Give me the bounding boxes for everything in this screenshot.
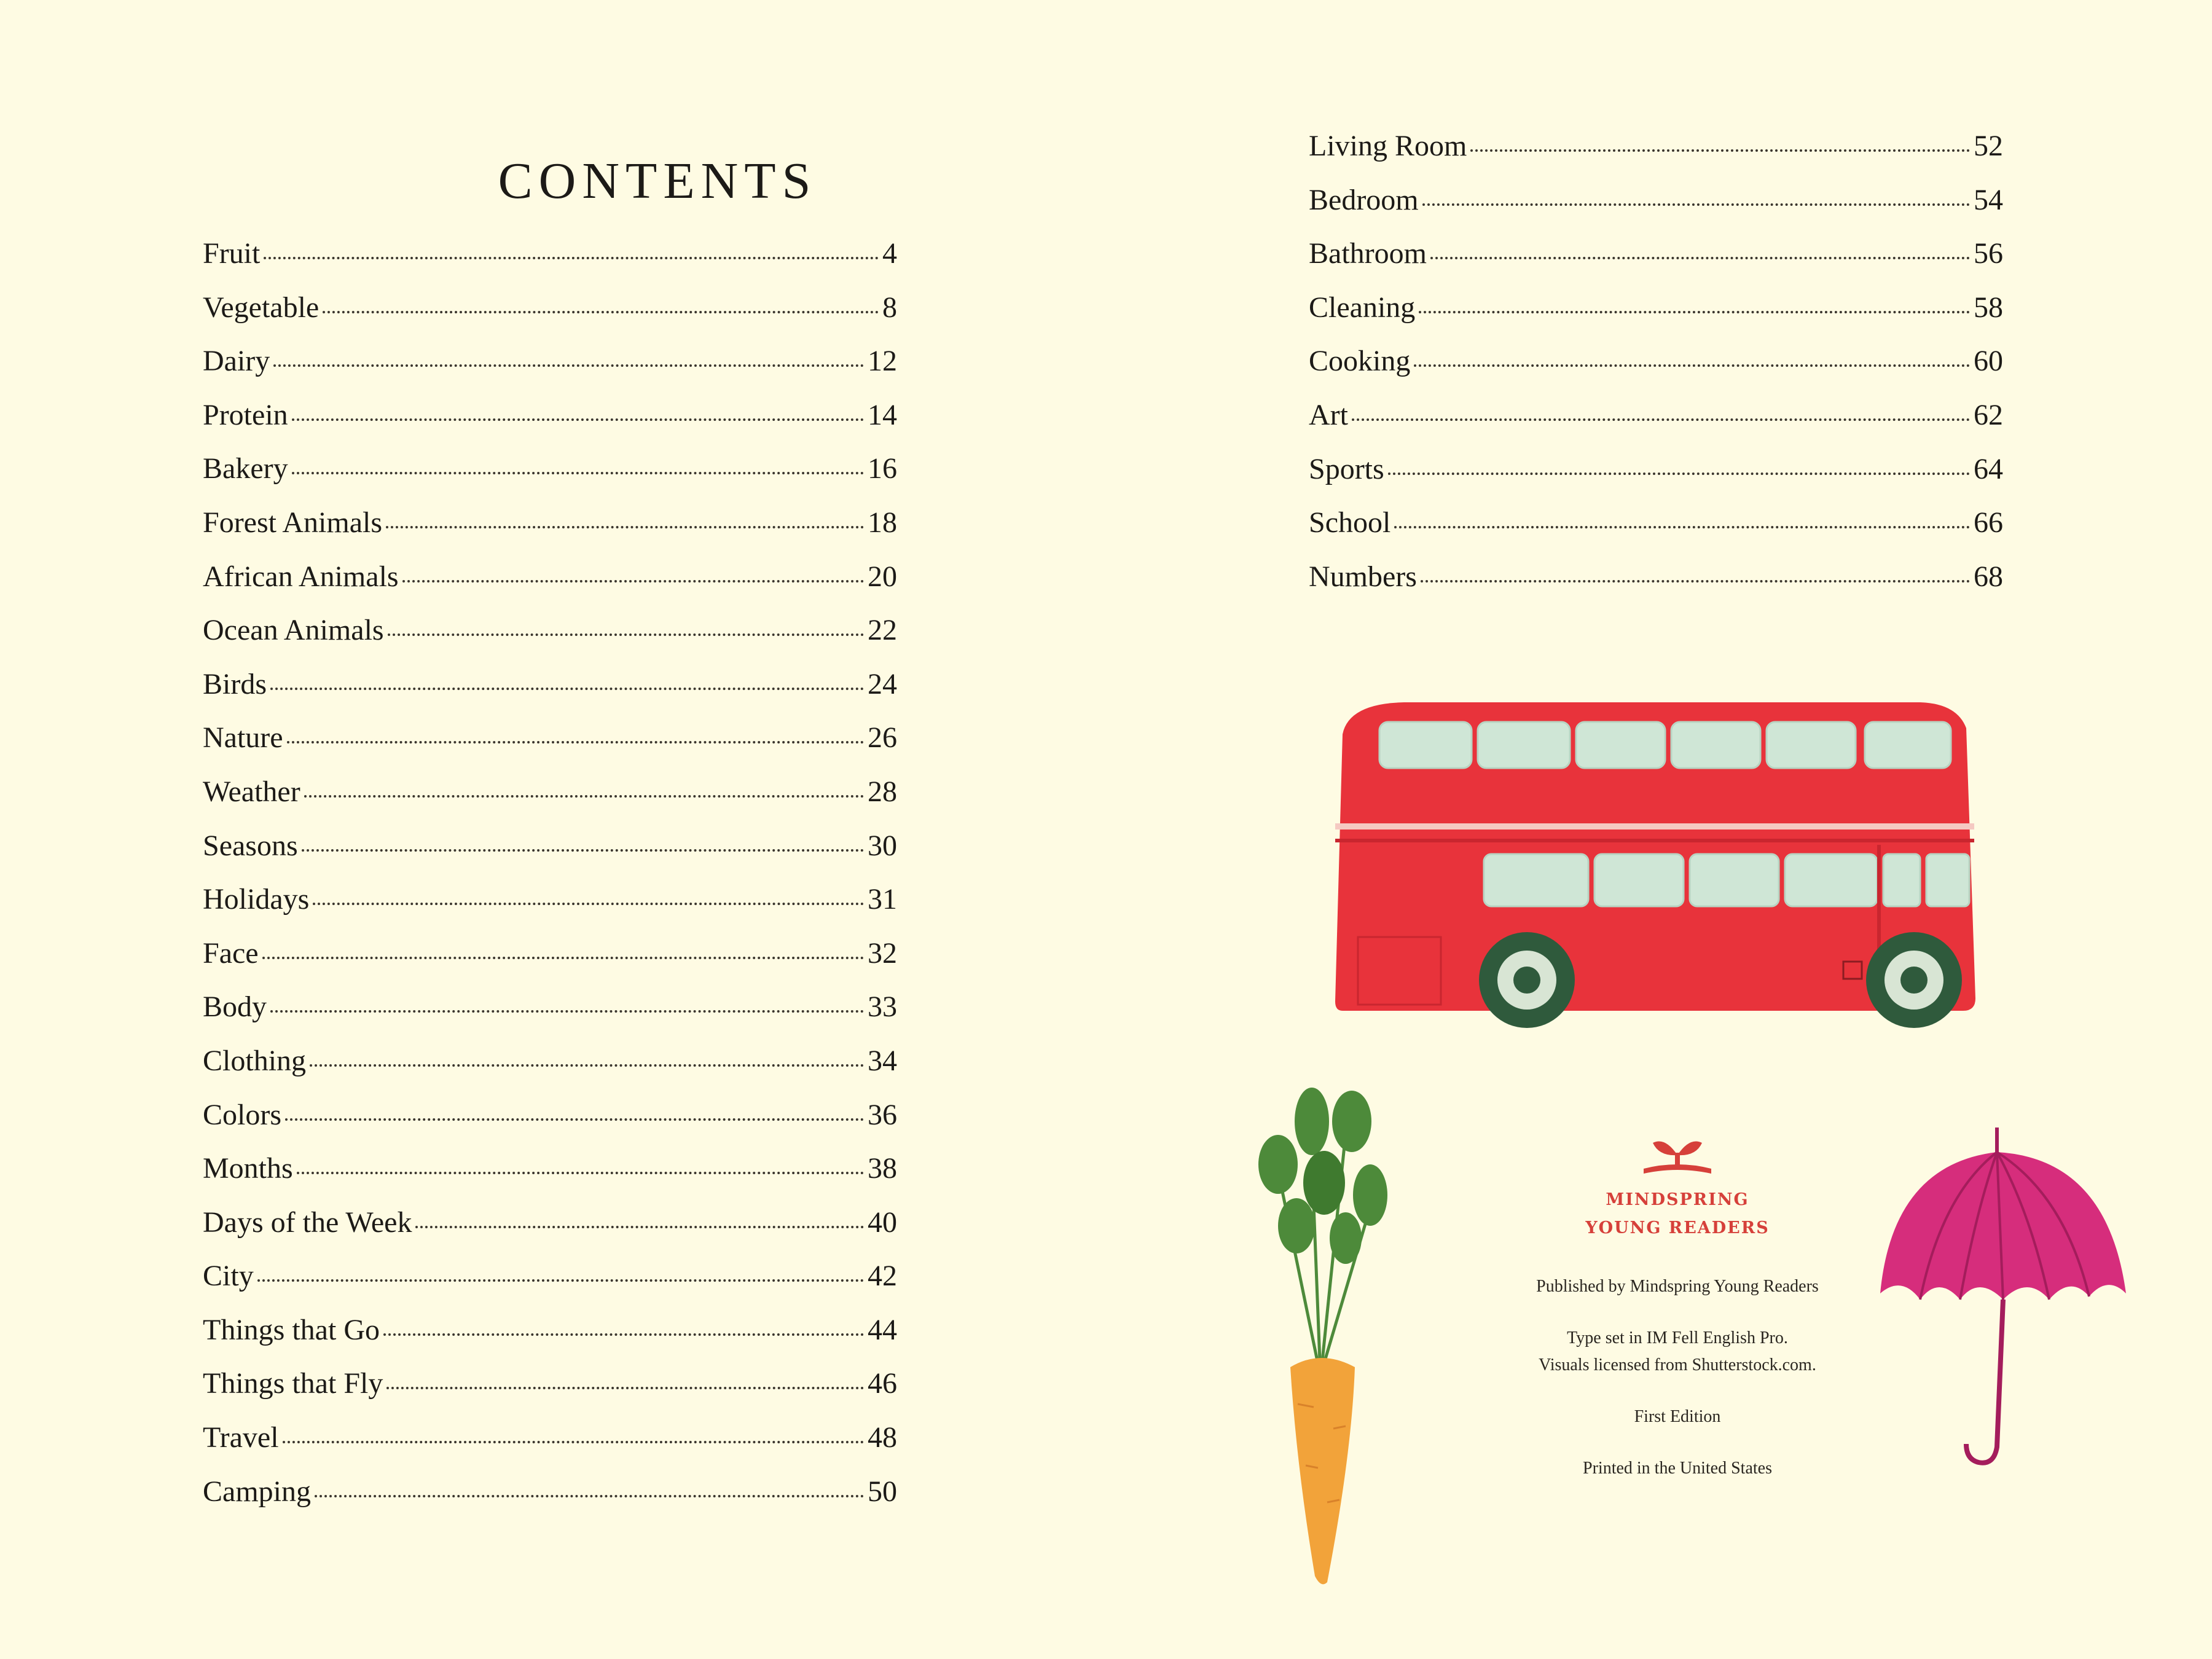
typeset-text: Type set in IM Fell English Pro. bbox=[1567, 1328, 1788, 1347]
toc-entry bbox=[1309, 398, 2003, 452]
toc-entry-label: School bbox=[1309, 506, 1391, 539]
toc-dot-leader bbox=[1352, 418, 1970, 421]
toc-entry-page-number: 68 bbox=[1974, 560, 2003, 593]
toc-entry-label: Travel bbox=[203, 1421, 279, 1454]
toc-entry bbox=[203, 398, 897, 452]
toc-entry bbox=[1309, 452, 2003, 506]
toc-dot-leader bbox=[1419, 311, 1970, 313]
toc-entry-label: Body bbox=[203, 990, 267, 1024]
toc-entry bbox=[203, 560, 897, 614]
toc-entry-page-number: 40 bbox=[868, 1206, 897, 1239]
toc-entry-page-number: 34 bbox=[868, 1044, 897, 1077]
toc-dot-leader bbox=[304, 795, 864, 798]
toc-dot-leader bbox=[388, 633, 864, 636]
toc-entry-label: Sports bbox=[1309, 452, 1384, 485]
toc-entry bbox=[203, 1044, 897, 1098]
toc-entry-label: Weather bbox=[203, 775, 300, 808]
toc-entry-page-number: 38 bbox=[868, 1152, 897, 1185]
toc-entry-label: Living Room bbox=[1309, 130, 1467, 162]
toc-dot-leader bbox=[292, 418, 864, 421]
toc-dot-leader bbox=[297, 1172, 864, 1174]
toc-entry-page-number: 8 bbox=[882, 291, 897, 324]
toc-entry-label: Holidays bbox=[203, 883, 310, 916]
toc-entry-page-number: 44 bbox=[868, 1313, 897, 1346]
toc-entry-label: Ocean Animals bbox=[203, 614, 384, 647]
toc-entry-label: Cooking bbox=[1309, 345, 1411, 378]
brand-name-line1: MINDSPRING bbox=[1606, 1190, 1749, 1209]
toc-dot-leader bbox=[313, 903, 864, 905]
toc-entry-label: Face bbox=[203, 936, 259, 970]
toc-entry-page-number: 52 bbox=[1974, 130, 2003, 162]
toc-dot-leader bbox=[402, 580, 864, 582]
toc-entry-page-number: 60 bbox=[1974, 345, 2003, 378]
toc-entry-page-number: 20 bbox=[868, 560, 897, 593]
toc-dot-leader bbox=[270, 1010, 864, 1013]
toc-entry-label: Bakery bbox=[203, 452, 288, 485]
toc-entry-label: Things that Go bbox=[203, 1313, 380, 1346]
toc-entry bbox=[203, 1098, 897, 1152]
toc-entry-label: City bbox=[203, 1260, 254, 1293]
toc-dot-leader bbox=[270, 688, 864, 690]
toc-dot-leader bbox=[386, 1387, 864, 1389]
edition-text: First Edition bbox=[1634, 1407, 1721, 1426]
toc-entry-label: Months bbox=[203, 1152, 293, 1185]
toc-entry bbox=[203, 721, 897, 775]
right-page bbox=[1106, 0, 2212, 1659]
toc-dot-leader bbox=[1414, 364, 1970, 367]
toc-dot-leader bbox=[415, 1226, 864, 1228]
toc-entry-label: Art bbox=[1309, 398, 1348, 431]
toc-entry bbox=[1309, 183, 2003, 237]
toc-entry bbox=[1309, 560, 2003, 614]
toc-entry-page-number: 24 bbox=[868, 667, 897, 700]
toc-entry bbox=[203, 667, 897, 721]
toc-entry-label: African Animals bbox=[203, 560, 399, 593]
toc-entry-label: Protein bbox=[203, 398, 288, 431]
toc-dot-leader bbox=[287, 741, 864, 743]
toc-entry bbox=[203, 1259, 897, 1313]
toc-entry-page-number: 12 bbox=[868, 345, 897, 378]
toc-entry bbox=[203, 506, 897, 560]
toc-entry-page-number: 18 bbox=[868, 506, 897, 539]
toc-entry-page-number: 36 bbox=[868, 1098, 897, 1131]
toc-entry-label: Bedroom bbox=[1309, 183, 1419, 216]
toc-entry bbox=[203, 990, 897, 1044]
toc-entry-label: Seasons bbox=[203, 829, 298, 862]
toc-dot-leader bbox=[323, 311, 879, 313]
toc-entry-label: Dairy bbox=[203, 345, 270, 378]
toc-entry-label: Days of the Week bbox=[203, 1206, 412, 1239]
toc-list-left bbox=[203, 237, 897, 1528]
toc-entry-page-number: 32 bbox=[868, 936, 897, 970]
toc-dot-leader bbox=[302, 849, 864, 852]
toc-entry-page-number: 30 bbox=[868, 829, 897, 862]
toc-entry-page-number: 14 bbox=[868, 398, 897, 431]
double-decker-bus-illustration bbox=[1330, 691, 1994, 1035]
toc-entry-label: Camping bbox=[203, 1475, 311, 1508]
toc-entry-label: Numbers bbox=[1309, 560, 1417, 593]
sprout-logo-icon bbox=[1641, 1131, 1714, 1180]
toc-entry-page-number: 22 bbox=[868, 614, 897, 647]
toc-entry bbox=[203, 1206, 897, 1260]
imprint-block bbox=[1426, 1131, 1929, 1482]
toc-entry-label: Birds bbox=[203, 667, 267, 700]
toc-dot-leader bbox=[264, 257, 879, 259]
published-by-text: Published by Mindspring Young Readers bbox=[1536, 1277, 1819, 1296]
toc-dot-leader bbox=[310, 1064, 864, 1067]
toc-entry-page-number: 62 bbox=[1974, 398, 2003, 431]
toc-entry bbox=[203, 237, 897, 291]
toc-dot-leader bbox=[1430, 257, 1970, 259]
toc-dot-leader bbox=[273, 364, 864, 367]
toc-dot-leader bbox=[315, 1495, 864, 1497]
toc-entry-page-number: 33 bbox=[868, 990, 897, 1024]
toc-entry-page-number: 16 bbox=[868, 452, 897, 485]
toc-dot-leader bbox=[257, 1279, 864, 1282]
contents-title: CONTENTS bbox=[498, 152, 817, 210]
toc-entry-label: Colors bbox=[203, 1098, 282, 1131]
toc-entry bbox=[1309, 237, 2003, 291]
toc-entry-page-number: 28 bbox=[868, 775, 897, 808]
toc-entry bbox=[203, 452, 897, 506]
toc-dot-leader bbox=[1388, 473, 1970, 475]
toc-entry-label: Cleaning bbox=[1309, 291, 1416, 324]
toc-entry bbox=[203, 1313, 897, 1367]
toc-entry-label: Vegetable bbox=[203, 291, 320, 324]
toc-entry bbox=[203, 1151, 897, 1206]
toc-dot-leader bbox=[383, 1333, 864, 1336]
toc-entry-label: Nature bbox=[203, 721, 283, 755]
toc-dot-leader bbox=[1470, 149, 1970, 152]
toc-dot-leader bbox=[1394, 526, 1970, 528]
toc-dot-leader bbox=[283, 1441, 864, 1443]
toc-entry-label: Clothing bbox=[203, 1044, 307, 1077]
toc-entry-page-number: 50 bbox=[868, 1475, 897, 1508]
toc-entry-page-number: 4 bbox=[882, 237, 897, 270]
visuals-license-text: Visuals licensed from Shutterstock.com. bbox=[1539, 1355, 1816, 1375]
toc-entry-page-number: 58 bbox=[1974, 291, 2003, 324]
toc-dot-leader bbox=[1421, 580, 1970, 582]
printed-text: Printed in the United States bbox=[1583, 1459, 1772, 1478]
toc-entry bbox=[1309, 129, 2003, 183]
carrot-illustration bbox=[1253, 1084, 1389, 1588]
toc-entry bbox=[203, 613, 897, 667]
toc-entry bbox=[1309, 506, 2003, 560]
toc-entry-page-number: 56 bbox=[1974, 237, 2003, 270]
toc-entry-page-number: 66 bbox=[1974, 506, 2003, 539]
toc-dot-leader bbox=[386, 526, 864, 528]
toc-dot-leader bbox=[292, 472, 864, 474]
toc-entry-label: Bathroom bbox=[1309, 237, 1427, 270]
toc-entry bbox=[203, 775, 897, 829]
toc-entry-page-number: 46 bbox=[868, 1367, 897, 1400]
toc-dot-leader bbox=[1422, 203, 1970, 206]
toc-entry-page-number: 31 bbox=[868, 883, 897, 916]
toc-entry bbox=[203, 344, 897, 398]
toc-entry-label: Fruit bbox=[203, 237, 261, 270]
brand-name-line2: YOUNG READERS bbox=[1585, 1218, 1770, 1237]
toc-entry bbox=[1309, 344, 2003, 398]
toc-entry-page-number: 26 bbox=[868, 721, 897, 755]
toc-entry bbox=[203, 829, 897, 883]
toc-entry-page-number: 54 bbox=[1974, 183, 2003, 216]
toc-entry-label: Forest Animals bbox=[203, 506, 383, 539]
toc-entry-page-number: 64 bbox=[1974, 452, 2003, 485]
toc-entry bbox=[203, 882, 897, 936]
toc-entry-page-number: 42 bbox=[868, 1260, 897, 1293]
toc-dot-leader bbox=[285, 1118, 864, 1121]
toc-dot-leader bbox=[262, 957, 864, 959]
toc-entry bbox=[203, 1475, 897, 1529]
toc-entry bbox=[203, 1421, 897, 1475]
toc-entry-label: Things that Fly bbox=[203, 1367, 383, 1400]
toc-list-right bbox=[1309, 129, 2003, 613]
toc-entry bbox=[203, 291, 897, 345]
toc-entry bbox=[1309, 291, 2003, 345]
toc-entry bbox=[203, 1367, 897, 1421]
toc-entry-page-number: 48 bbox=[868, 1421, 897, 1454]
toc-entry bbox=[203, 936, 897, 990]
